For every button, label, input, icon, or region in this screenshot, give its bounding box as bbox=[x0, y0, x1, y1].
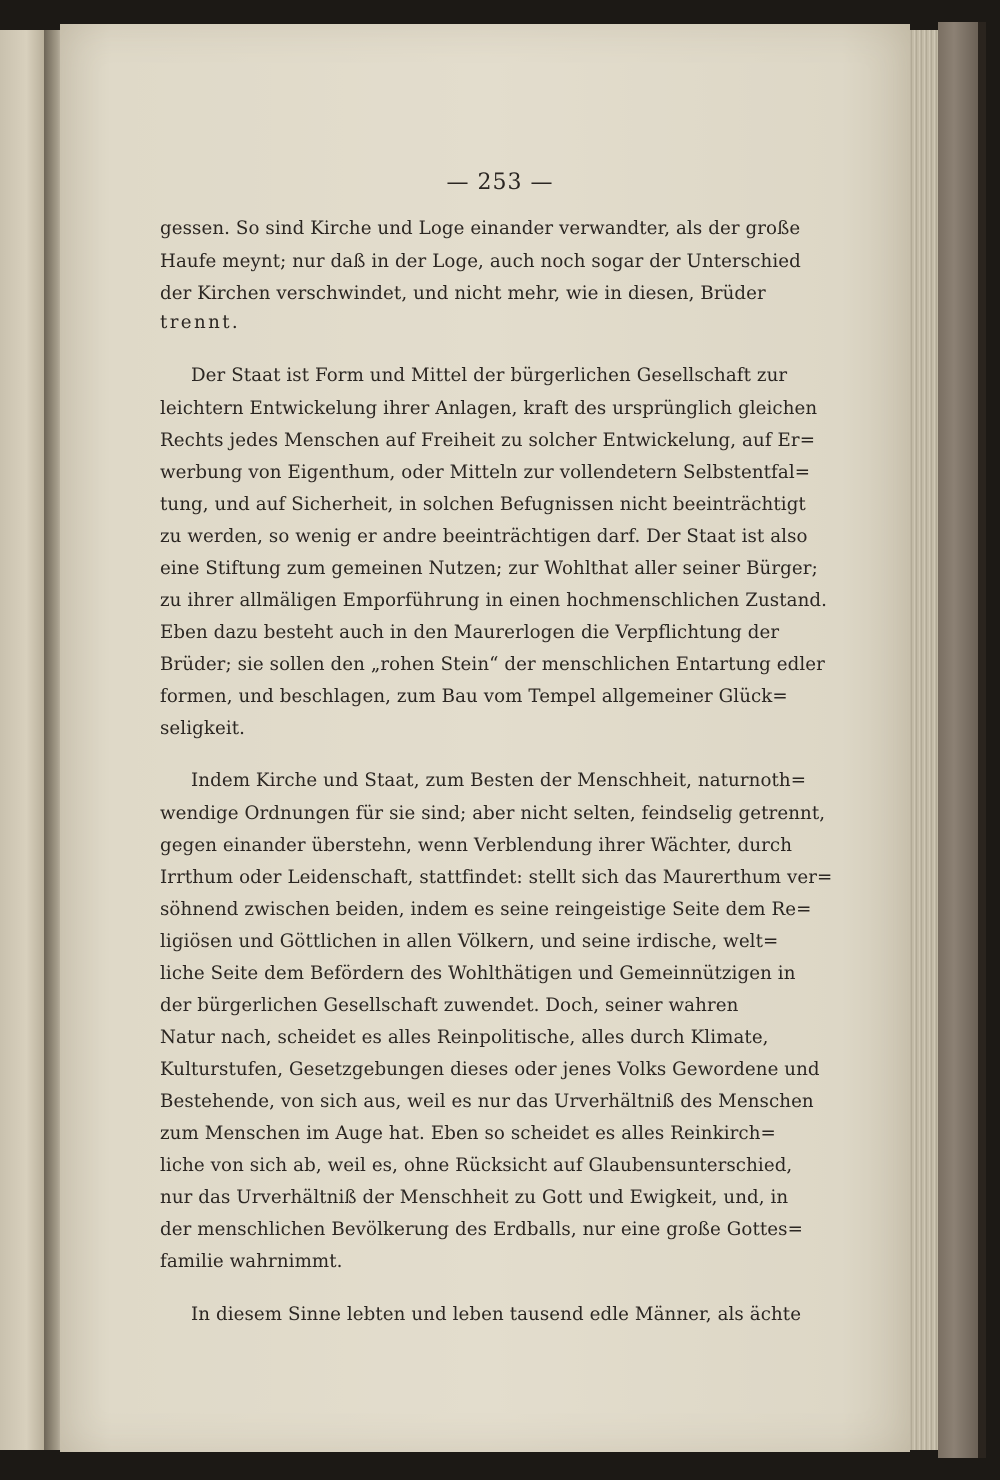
text-line: seligkeit. bbox=[160, 718, 246, 739]
text-line: Bestehende, von sich aus, weil es nur das Urverhältniß des Menschen bbox=[160, 1091, 814, 1112]
text-line: Natur nach, scheidet es alles Reinpolitische, alles durch Klimate, bbox=[160, 1027, 769, 1048]
text-line: gegen einander überstehn, wenn Verblendung ihrer Wächter, durch bbox=[160, 835, 793, 856]
text-line: der Kirchen verschwindet, und nicht mehr, wie in diesen, Brüder bbox=[160, 283, 766, 304]
text-line: Eben dazu besteht auch in den Maurerlogen die Verpflichtung der bbox=[160, 622, 780, 643]
text-line: der menschlichen Bevölkerung des Erdballs, nur eine große Gottes= bbox=[160, 1219, 803, 1240]
text-line: trennt. bbox=[160, 312, 241, 333]
text-line: zu werden, so wenig er andre beeinträchtigen darf. Der Staat ist also bbox=[160, 526, 808, 547]
previous-page-edge bbox=[0, 30, 46, 1450]
text-line: familie wahrnimmt. bbox=[160, 1251, 343, 1272]
page-number: — 253 — bbox=[446, 170, 554, 195]
book-page bbox=[60, 24, 910, 1452]
text-line: liche Seite dem Befördern des Wohlthätigen und Gemeinnützigen in bbox=[160, 963, 796, 984]
text-line: Brüder; sie sollen den „rohen Stein“ der menschlichen Entartung edler bbox=[160, 654, 825, 675]
text-line: ligiösen und Göttlichen in allen Völkern, und seine irdische, welt= bbox=[160, 931, 779, 952]
text-line: Haufe meynt; nur daß in der Loge, auch noch sogar der Unterschied bbox=[160, 251, 801, 272]
text-line: tung, und auf Sicherheit, in solchen Befugnissen nicht beeinträchtigt bbox=[160, 494, 806, 515]
text-line: zum Menschen im Auge hat. Eben so scheidet es alles Reinkirch= bbox=[160, 1123, 776, 1144]
page-stack-edge bbox=[908, 30, 938, 1450]
text-line: leichtern Entwickelung ihrer Anlagen, kraft des ursprünglich gleichen bbox=[160, 398, 818, 419]
text-line: Der Staat ist Form und Mittel der bürgerlichen Gesellschaft zur bbox=[191, 365, 788, 386]
text-line: Indem Kirche und Staat, zum Besten der Menschheit, naturnoth= bbox=[191, 770, 807, 791]
text-line: werbung von Eigenthum, oder Mitteln zur vollendetern Selbstentfal= bbox=[160, 462, 811, 483]
text-line: gessen. So sind Kirche und Loge einander verwandter, als der große bbox=[160, 218, 801, 239]
text-line: zu ihrer allmäligen Emporführung in einen hochmenschlichen Zustand. bbox=[160, 590, 827, 611]
text-line: In diesem Sinne lebten und leben tausend edle Männer, als ächte bbox=[191, 1304, 802, 1325]
book-cover-edge bbox=[938, 22, 978, 1458]
text-line: söhnend zwischen beiden, indem es seine reingeistige Seite dem Re= bbox=[160, 899, 812, 920]
text-line: Rechts jedes Menschen auf Freiheit zu solcher Entwickelung, auf Er= bbox=[160, 430, 816, 451]
text-line: liche von sich ab, weil es, ohne Rücksicht auf Glaubensunterschied, bbox=[160, 1155, 793, 1176]
text-line: der bürgerlichen Gesellschaft zuwendet. Doch, seiner wahren bbox=[160, 995, 739, 1016]
text-line: eine Stiftung zum gemeinen Nutzen; zur Wohlthat aller seiner Bürger; bbox=[160, 558, 818, 579]
text-line: Kulturstufen, Gesetzgebungen dieses oder jenes Volks Gewordene und bbox=[160, 1059, 820, 1080]
text-line: wendige Ordnungen für sie sind; aber nicht selten, feindselig getrennt, bbox=[160, 803, 826, 824]
text-line: nur das Urverhältniß der Menschheit zu Gott und Ewigkeit, und, in bbox=[160, 1187, 789, 1208]
text-line: Irrthum oder Leidenschaft, stattfindet: stellt sich das Maurerthum ver= bbox=[160, 867, 833, 888]
text-line: formen, und beschlagen, zum Bau vom Tempel allgemeiner Glück= bbox=[160, 686, 788, 707]
